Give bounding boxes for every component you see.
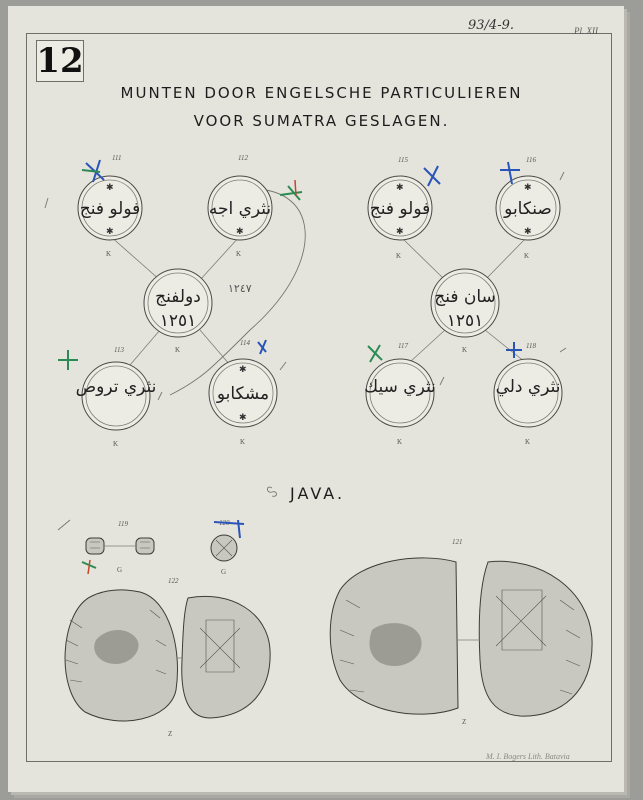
coin-date: ١٢٥١ (446, 311, 484, 331)
coin-legend: نثري دلي (495, 377, 561, 397)
coin (431, 269, 499, 354)
coin (65, 577, 270, 738)
plate-title-line-2: VOOR SUMATRA GESLAGEN. (193, 112, 450, 130)
plate-title-line-1: MUNTEN DOOR ENGELSCHE PARTICULIEREN (120, 84, 523, 102)
section-heading-java: JAVA. (290, 484, 346, 503)
coin-legend: صنكابو (504, 199, 552, 219)
coin (144, 269, 212, 354)
svg-text:✱: ✱ (239, 365, 247, 375)
coin-legend: فولو فنج (79, 199, 141, 219)
coin (78, 154, 142, 258)
coin (86, 520, 154, 574)
svg-text:✱: ✱ (524, 227, 532, 237)
coin (368, 156, 432, 260)
plate-label: Pl. XII (574, 26, 598, 36)
coin-number: 121 (452, 538, 463, 546)
coin-number: 118 (526, 342, 536, 350)
mint-mark: K (524, 252, 530, 260)
coin (211, 519, 237, 576)
mint-mark: K (525, 438, 531, 446)
mint-mark: K (462, 346, 468, 354)
coin-number: 114 (240, 339, 250, 347)
lithographer-imprint: M. I. Bogers Lith. Batavia (486, 752, 570, 761)
handwritten-note: 93/4-9. (468, 18, 514, 33)
coin-number: 119 (118, 520, 128, 528)
coin-legend: دولفنج (155, 287, 201, 307)
coin (209, 339, 277, 446)
coin-number: 113 (114, 346, 124, 354)
sumatra-left-group (45, 154, 305, 448)
svg-text:✱: ✱ (239, 413, 247, 423)
coin-legend: فولو فنج (369, 199, 431, 219)
coin-legend: نثري تروص (75, 377, 157, 397)
svg-text:✱: ✱ (524, 183, 532, 193)
coin (330, 538, 592, 726)
coin (208, 154, 272, 258)
svg-text:✱: ✱ (396, 183, 404, 193)
mint-mark: G (221, 568, 227, 576)
mint-mark: Z (462, 718, 467, 726)
mint-mark: K (175, 346, 181, 354)
coin (494, 342, 562, 446)
svg-text:✱: ✱ (236, 227, 244, 237)
mint-mark: K (106, 250, 112, 258)
svg-text:✱: ✱ (106, 227, 114, 237)
mint-mark: K (240, 438, 246, 446)
coin-number: 112 (238, 154, 248, 162)
mint-mark: K (236, 250, 242, 258)
coin (364, 342, 436, 446)
mint-mark: K (396, 252, 402, 260)
svg-text:✱: ✱ (396, 227, 404, 237)
mint-mark: G (117, 566, 123, 574)
svg-text:✱: ✱ (106, 183, 114, 193)
coin-number: 116 (526, 156, 536, 164)
coin-date: ١٢٥١ (159, 311, 197, 331)
coin-legend: سان فنج (434, 287, 496, 307)
coin (496, 156, 560, 260)
coin-number: 117 (398, 342, 408, 350)
sumatra-right-group (364, 156, 566, 446)
plate-number: 12 (36, 41, 84, 81)
coin-number: 122 (168, 577, 179, 585)
coin-number: 111 (112, 154, 122, 162)
coin-number: 115 (398, 156, 408, 164)
mint-mark: K (113, 440, 119, 448)
mint-mark: Z (168, 730, 173, 738)
mint-mark: K (397, 438, 403, 446)
coin (76, 346, 157, 448)
pencil-date: ١٢٤٧ (228, 282, 252, 295)
coin-legend: نثري سيك (364, 377, 436, 397)
java-group (58, 487, 592, 738)
coin-legend: مشكابو (216, 384, 270, 404)
coin-legend: نثري اجه (208, 199, 272, 219)
